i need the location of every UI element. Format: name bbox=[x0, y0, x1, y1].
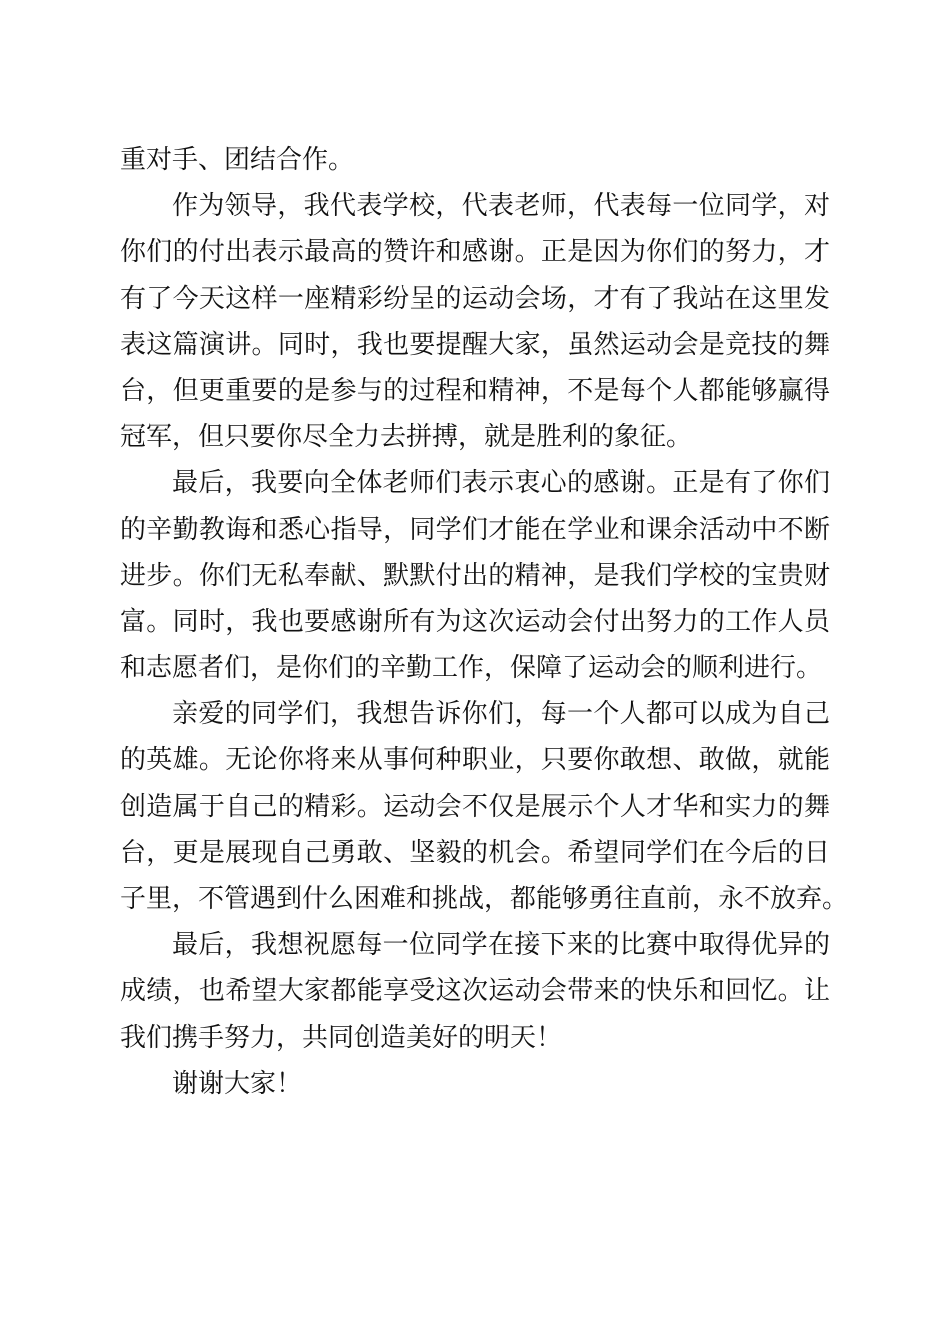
text-line: 我们携手努力，共同创造美好的明天！ bbox=[120, 1022, 563, 1053]
document-body bbox=[120, 137, 849, 1107]
text-line: 重对手、团结合作。 bbox=[120, 145, 355, 175]
text-line: 台，但更重要的是参与的过程和精神，不是每个人都能够赢得 bbox=[120, 375, 830, 406]
paragraph-2 bbox=[120, 183, 830, 460]
text-line: 最后，我要向全体老师们表示衷心的感谢。正是有了你们 bbox=[172, 468, 830, 499]
paragraph-5 bbox=[120, 922, 830, 1061]
text-line: 和志愿者们，是你们的辛勤工作，保障了运动会的顺利进行。 bbox=[120, 653, 823, 684]
text-line: 谢谢大家！ bbox=[172, 1068, 303, 1099]
text-line: 的辛勤教诲和悉心指导，同学们才能在学业和课余活动中不断 bbox=[120, 514, 830, 545]
text-line: 创造属于自己的精彩。运动会不仅是展示个人才华和实力的舞 bbox=[120, 791, 830, 822]
paragraph-3 bbox=[120, 460, 830, 691]
text-line: 作为领导，我代表学校，代表老师，代表每一位同学，对 bbox=[172, 191, 830, 222]
paragraph-4 bbox=[120, 691, 849, 922]
text-line: 成绩，也希望大家都能享受这次运动会带来的快乐和回忆。让 bbox=[120, 976, 830, 1007]
text-line: 有了今天这样一座精彩纷呈的运动会场，才有了我站在这里发 bbox=[120, 283, 830, 314]
text-line: 台，更是展现自己勇敢、坚毅的机会。希望同学们在今后的日 bbox=[120, 837, 830, 868]
text-line: 的英雄。无论你将来从事何种职业，只要你敢想、敢做，就能 bbox=[120, 745, 830, 776]
text-line: 你们的付出表示最高的赞许和感谢。正是因为你们的努力，才 bbox=[120, 237, 830, 268]
text-line: 子里，不管遇到什么困难和挑战，都能够勇往直前，永不放弃。 bbox=[120, 884, 849, 914]
text-line: 冠军，但只要你尽全力去拼搏，就是胜利的象征。 bbox=[120, 422, 693, 453]
text-line: 富。同时，我也要感谢所有为这次运动会付出努力的工作人员 bbox=[120, 606, 830, 637]
text-line: 进步。你们无私奉献、默默付出的精神，是我们学校的宝贵财 bbox=[120, 560, 830, 591]
text-line: 亲爱的同学们，我想告诉你们，每一个人都可以成为自己 bbox=[172, 699, 830, 730]
paragraph-6 bbox=[120, 1061, 830, 1107]
text-line: 最后，我想祝愿每一位同学在接下来的比赛中取得优异的 bbox=[172, 930, 830, 961]
text-line: 表这篇演讲。同时，我也要提醒大家，虽然运动会是竞技的舞 bbox=[120, 329, 830, 360]
paragraph-1 bbox=[120, 137, 830, 183]
